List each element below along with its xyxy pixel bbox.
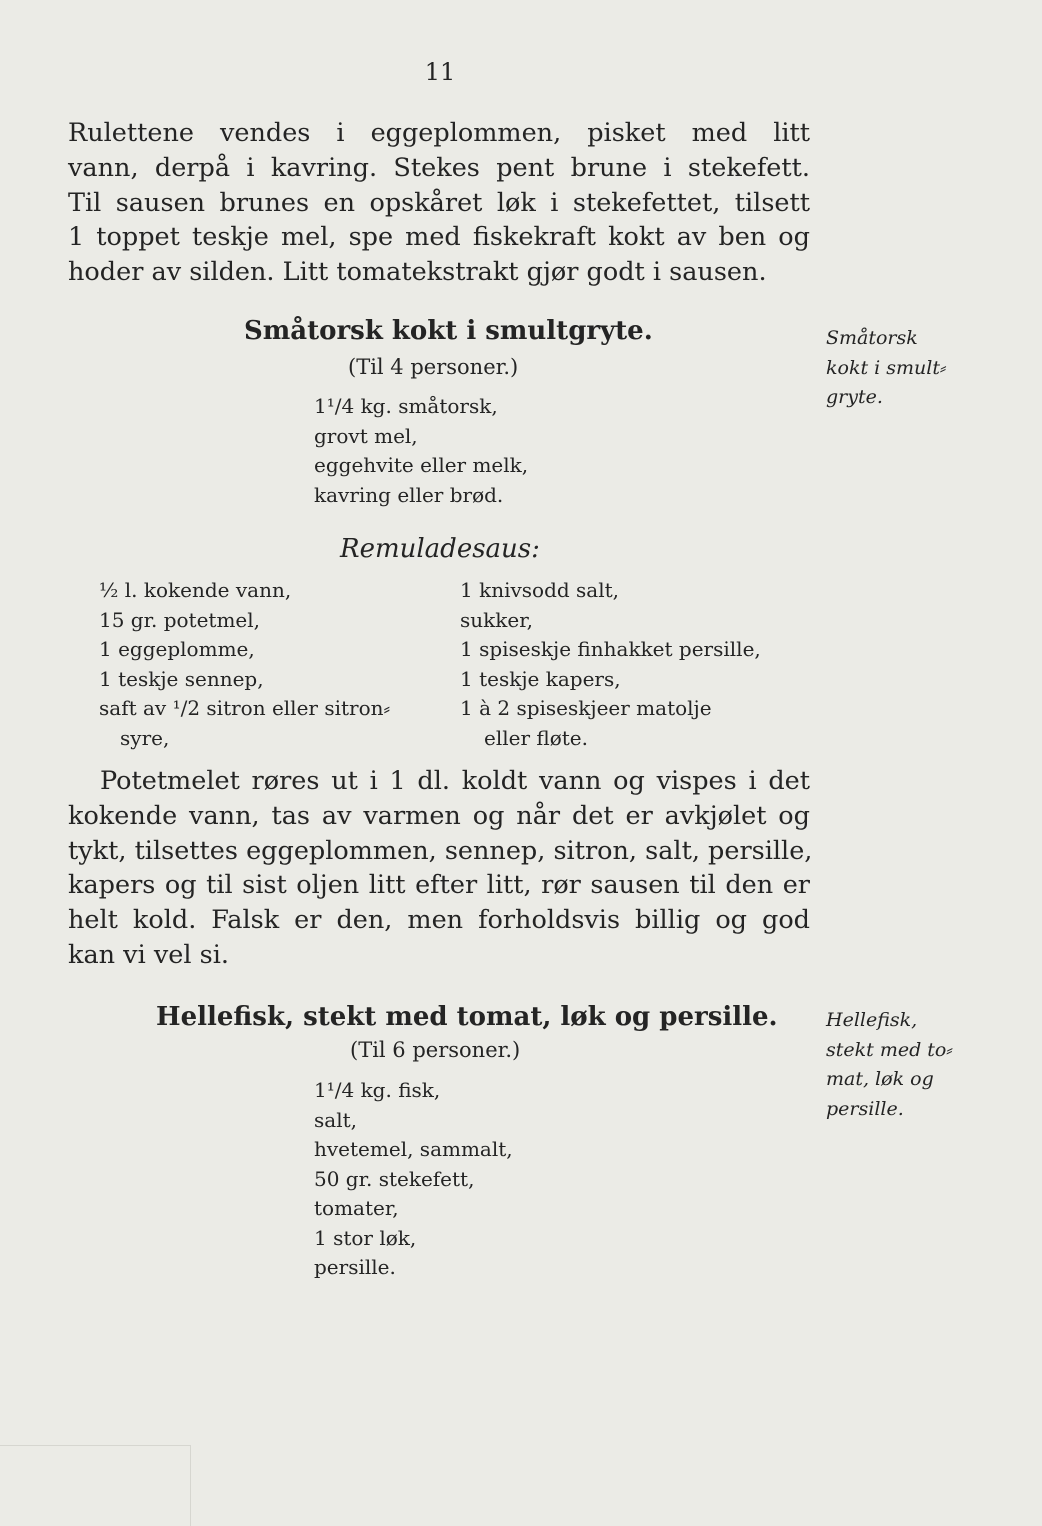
ingredient: sukker, — [460, 607, 533, 632]
margin-note-line: persille. — [826, 1097, 904, 1120]
text-line: hoder av silden. Litt tomatekstrakt gjør godt i sausen. — [68, 257, 767, 288]
recipe-servings: (Til 6 personer.) — [350, 1038, 521, 1062]
text-line: helt kold. Falsk er den, men forholdsvis billig og god — [68, 905, 810, 936]
ingredient: hvetemel, sammalt, — [314, 1137, 513, 1161]
text-line: Potetmelet røres ut i 1 dl. koldt vann og vispes i det — [100, 766, 810, 796]
text-line: Rulettene vendes i eggeplommen, pisket med litt — [68, 118, 810, 148]
method-paragraph — [68, 764, 813, 973]
ingredient: 1 knivsodd salt, — [460, 578, 620, 602]
intro-paragraph — [68, 116, 810, 290]
sauce-title: Remuladesaus: — [340, 534, 540, 564]
ingredient: 15 gr. potetmel, — [99, 607, 260, 632]
ingredient: 1 stor løk, — [314, 1225, 417, 1250]
ingredient: tomater, — [314, 1196, 399, 1220]
recipe-title: Småtorsk kokt i smultgryte. — [244, 316, 653, 346]
ingredient: saft av ¹/2 sitron eller sitron⸗ — [99, 696, 391, 720]
ingredient: eggehvite eller melk, — [314, 453, 529, 477]
recipe-title: Hellefisk, stekt med tomat, løk og persille. — [156, 1002, 778, 1032]
text-line: tykt, tilsettes eggeplommen, sennep, sitron, salt, persille, — [68, 835, 813, 866]
text-line: 1 toppet teskje mel, spe med fiskekraft kokt av ben og — [68, 222, 810, 253]
ingredient: 1 teskje sennep, — [99, 666, 264, 691]
ingredient: 1 spiseskje finhakket persille, — [460, 637, 761, 661]
ingredient: kavring eller brød. — [314, 482, 504, 507]
text-line: kan vi vel si. — [68, 939, 229, 970]
margin-note-line: gryte. — [826, 386, 883, 408]
ingredient: 1 à 2 spiseskjeer matolje — [460, 696, 712, 720]
margin-note-line: kokt i smult⸗ — [826, 356, 947, 379]
sauce-ingredients-left — [99, 576, 390, 753]
ingredient: salt, — [314, 1107, 357, 1132]
scan-label-box — [0, 1445, 191, 1526]
ingredient-list — [314, 1076, 513, 1283]
recipe-servings: (Til 4 personer.) — [348, 355, 519, 379]
margin-note-line: Småtorsk — [826, 327, 918, 349]
ingredient-list — [314, 392, 528, 510]
margin-note — [826, 1006, 953, 1124]
margin-note-line: Hellefisk, — [826, 1009, 918, 1031]
margin-note — [826, 324, 946, 413]
ingredient: syre, — [120, 725, 170, 750]
margin-note-line: stekt med to⸗ — [826, 1038, 953, 1061]
text-line: Til sausen brunes en opskåret løk i stekefettet, tilsett — [68, 187, 810, 218]
ingredient: 1 eggeplomme, — [99, 637, 255, 661]
ingredient: 50 gr. stekefett, — [314, 1166, 475, 1191]
sauce-ingredients-right — [460, 576, 761, 753]
ingredient: eller fløte. — [484, 725, 588, 750]
ingredient: grovt mel, — [314, 423, 418, 448]
text-line: vann, derpå i kavring. Stekes pent brune i stekefett. — [68, 152, 810, 183]
ingredient: 1¹/4 kg. småtorsk, — [314, 394, 498, 418]
text-line: kokende vann, tas av varmen og når det er avkjølet og — [68, 800, 810, 831]
margin-note-line: mat, løk og — [826, 1068, 934, 1090]
page-number: 11 — [424, 58, 456, 86]
ingredient: ½ l. kokende vann, — [99, 578, 292, 602]
ingredient: persille. — [314, 1255, 396, 1279]
ingredient: 1 teskje kapers, — [460, 666, 621, 691]
ingredient: 1¹/4 kg. fisk, — [314, 1078, 441, 1102]
text-line: kapers og til sist oljen litt efter litt, rør sausen til den er — [68, 870, 810, 901]
